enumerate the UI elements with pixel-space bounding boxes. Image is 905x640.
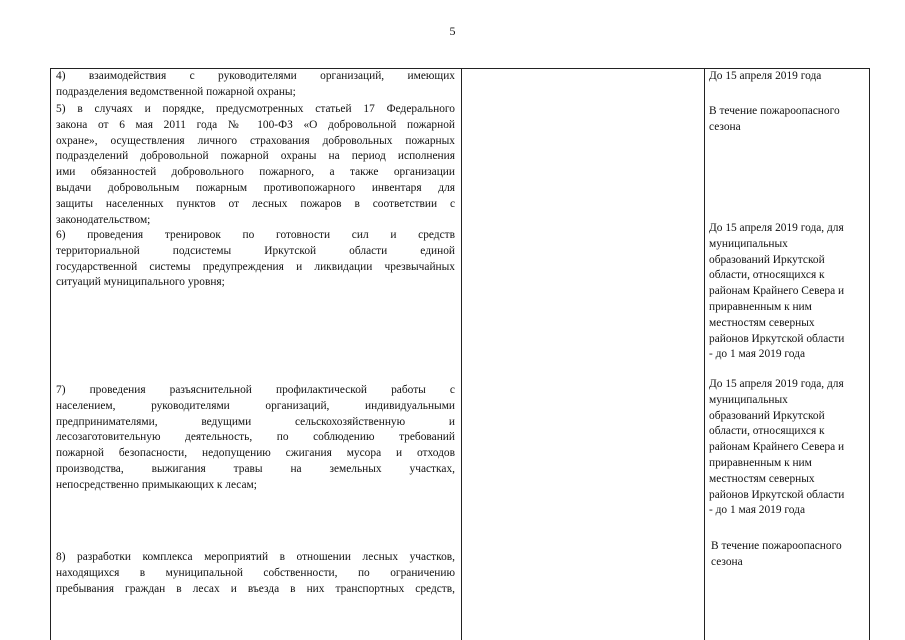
row-text-4: 4) взаимодействия с руководителями организаций, имеющих подразделения ведомственной пожарной охраны; xyxy=(56,70,455,98)
row-deadline-7: До 15 апреля 2019 года, для муниципальных образований Иркутской области, относящихся к районам Крайнего Севера и приравненным к ним местностям северных районов Иркутской области - до 1 мая 2019 года xyxy=(709,378,845,517)
page-number: 5 xyxy=(449,24,456,38)
table-border-left xyxy=(50,68,51,640)
table-border-mid-2 xyxy=(704,68,705,640)
row-deadline-8: В течение пожароопасного сезона xyxy=(711,540,842,568)
row-text-6: 6) проведения тренировок по готовности сил и средств территориальной подсистемы Иркутской области единой государственной системы предупреждения и ликвидации чрезвычайных ситуаций муниципального уровня; xyxy=(56,229,455,289)
row-text-7: 7) проведения разъяснительной профилактической работы с населением, руководителями организаций, индивидуальными предпринимателями, ведущими сельскохозяйственную и лесозаготовительную деятельность, по соблюдению требований пожарной безопасности, недопущению сжигания мусора и отходов производства, выжигания травы на земельных участках, непосредственно примыкающих к лесам; xyxy=(56,384,455,491)
table-border-mid-1 xyxy=(461,68,462,640)
row-deadline-6: До 15 апреля 2019 года, для муниципальных образований Иркутской области, относящихся к районам Крайнего Севера и приравненным к ним местностям северных районов Иркутской области - до 1 мая 2019 года xyxy=(709,222,845,361)
row-deadline-5: В течение пожароопасного сезона xyxy=(709,105,840,133)
row-deadline-4: До 15 апреля 2019 года xyxy=(709,70,822,82)
row-text-5: 5) в случаях и порядке, предусмотренных статьей 17 Федерального закона от 6 мая 2011 года № 100-ФЗ «О добровольной пожарной охране», осуществления личного страхования добровольных пожарных подразделений добровольной пожарной охраны на период исполнения ими обязанностей добровольного пожарного, а также организации выдачи добровольным пожарным противопожарного инвентаря для защиты населенных пунктов от лесных пожаров в соответствии с законодательством; xyxy=(56,103,455,226)
table-border-right xyxy=(869,68,870,640)
row-text-8: 8) разработки комплекса мероприятий в отношении лесных участков, находящихся в муниципальной собственности, по ограничению пребывания граждан в лесах и въезда в них транспортных средств, xyxy=(56,551,455,595)
